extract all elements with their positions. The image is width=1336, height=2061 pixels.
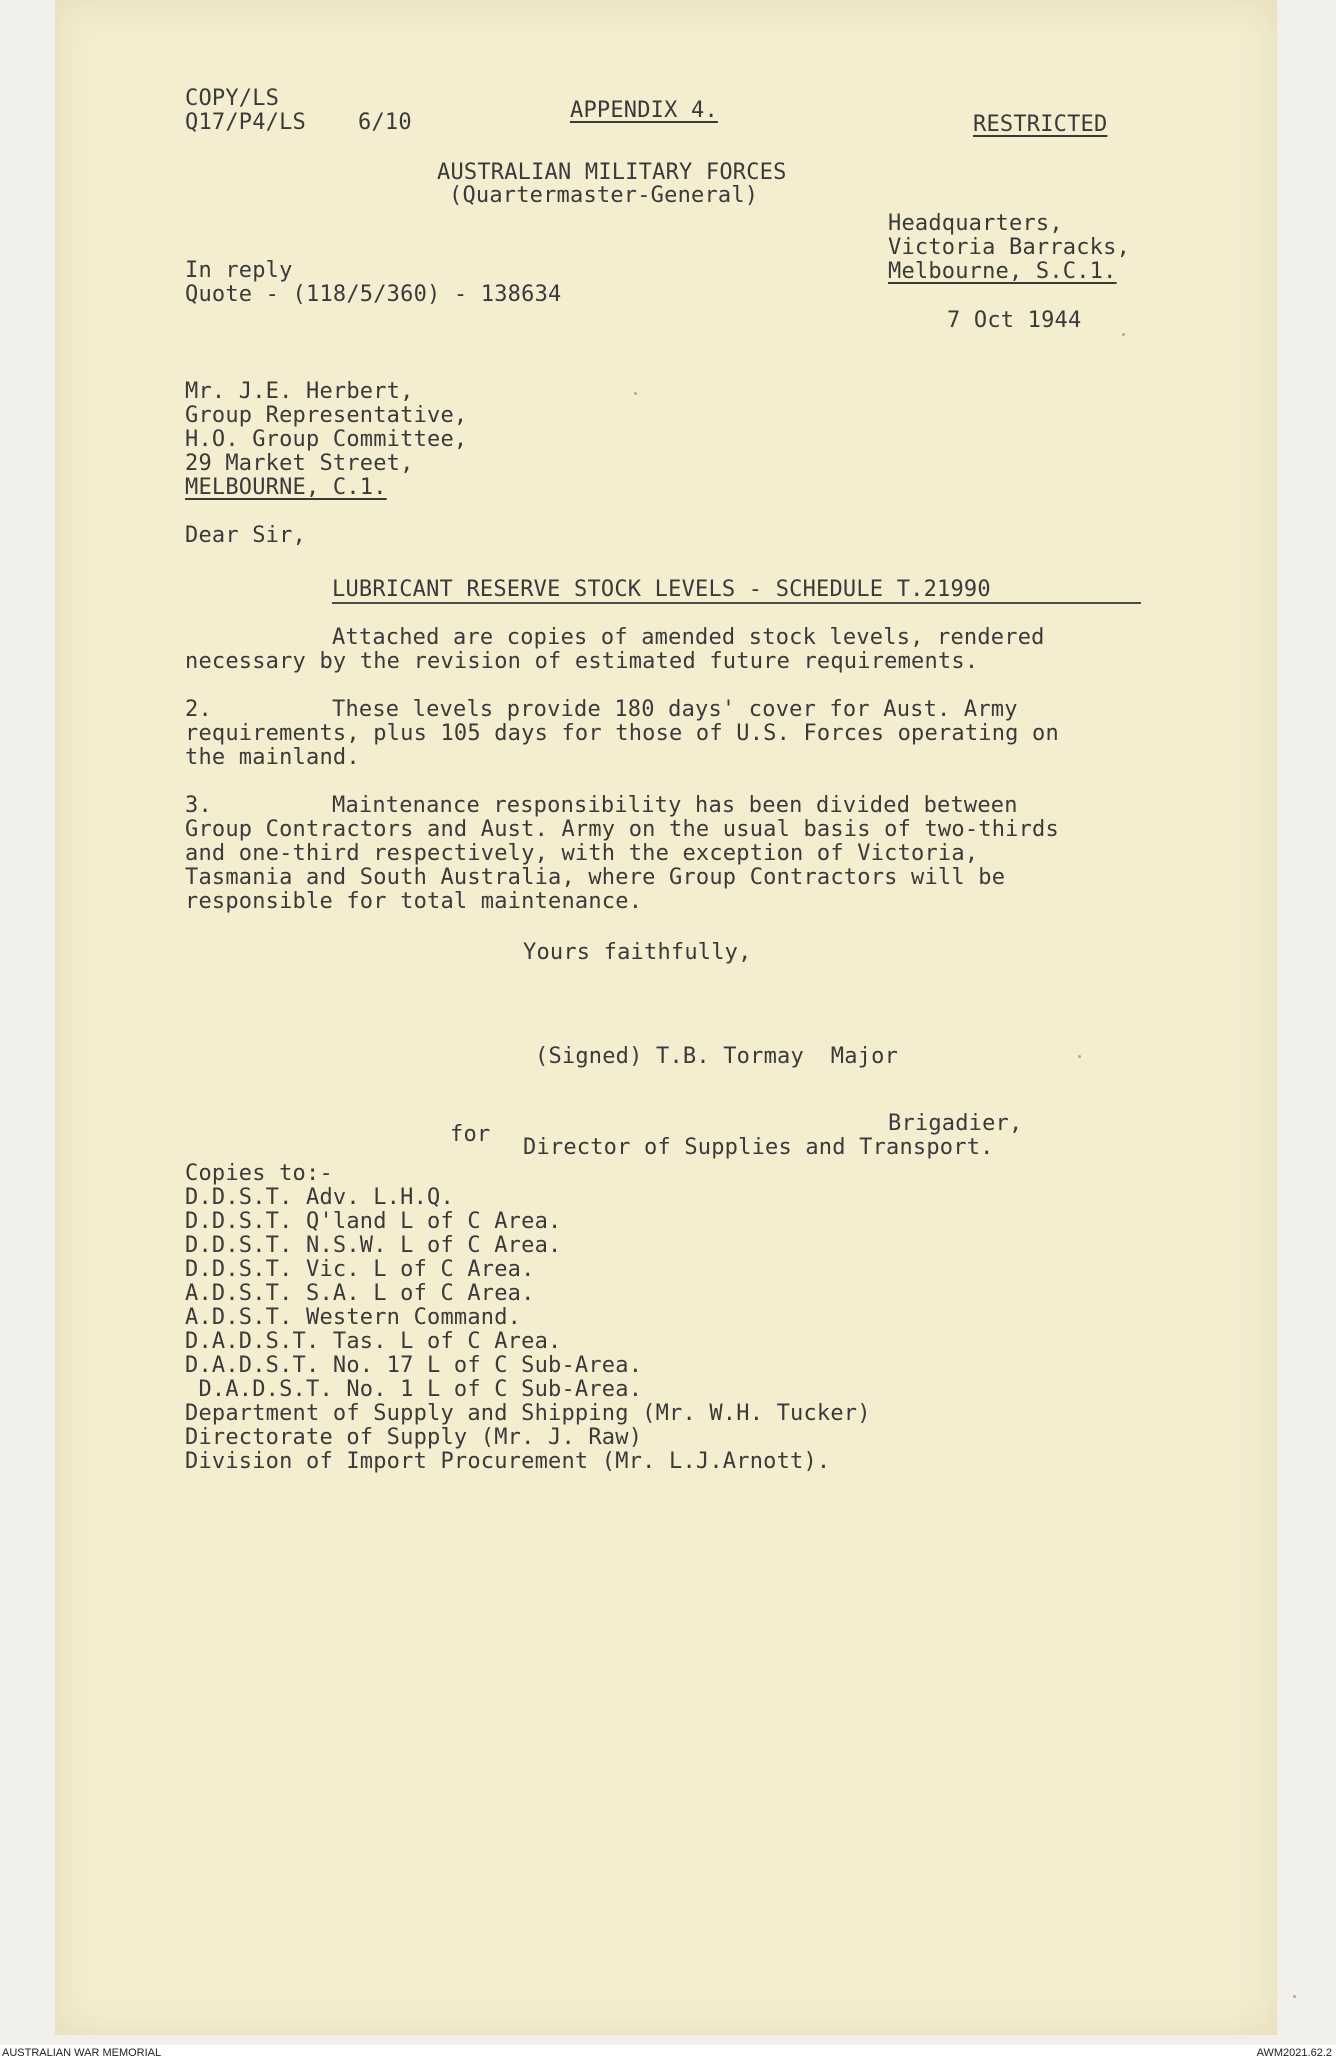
recipient-line: 29 Market Street,: [185, 451, 414, 476]
address-line-1: Headquarters,: [888, 211, 1063, 236]
page-number: 6/10: [358, 110, 412, 135]
address-line-2: Victoria Barracks,: [888, 235, 1131, 260]
para2-line: requirements, plus 105 days for those of U.S. Forces operating on: [185, 721, 1059, 746]
copies-item: Directorate of Supply (Mr. J. Raw): [185, 1425, 643, 1450]
para3-line: responsible for total maintenance.: [185, 889, 643, 914]
file-reference: Q17/P4/LS: [185, 110, 307, 135]
recipient-line: Mr. J.E. Herbert,: [185, 379, 414, 404]
copies-item: A.D.S.T. S.A. L of C Area.: [185, 1281, 535, 1306]
org-name: AUSTRALIAN MILITARY FORCES: [437, 160, 787, 185]
para3-line: Tasmania and South Australia, where Group Contractors will be: [185, 865, 1006, 890]
copies-item: D.A.D.S.T. No. 1 L of C Sub-Area.: [185, 1377, 643, 1402]
closing: Yours faithfully,: [523, 940, 752, 965]
copies-item: D.D.S.T. Q'land L of C Area.: [185, 1209, 562, 1234]
para2-line: the mainland.: [185, 745, 360, 770]
para1-line: necessary by the revision of estimated future requirements.: [185, 649, 979, 674]
reply-label: In reply: [185, 258, 293, 283]
address-line-3: Melbourne, S.C.1.: [888, 259, 1117, 284]
paper-speck: [634, 392, 637, 395]
signatory-rank: Brigadier,: [888, 1111, 1023, 1136]
para3-number: 3.: [185, 793, 212, 818]
para2-number: 2.: [185, 697, 212, 722]
paper-speck: [1122, 333, 1125, 336]
recipient-line: H.O. Group Committee,: [185, 427, 468, 452]
subject-heading: LUBRICANT RESERVE STOCK LEVELS - SCHEDULE T.21990: [332, 577, 991, 602]
copies-item: D.D.S.T. N.S.W. L of C Area.: [185, 1233, 562, 1258]
copies-item: D.D.S.T. Vic. L of C Area.: [185, 1257, 535, 1282]
reply-quote: Quote - (118/5/360) - 138634: [185, 282, 562, 307]
paper-speck: [1078, 1055, 1081, 1058]
org-branch: (Quartermaster-General): [449, 183, 759, 208]
recipient-city: MELBOURNE, C.1.: [185, 475, 387, 500]
classification-label: RESTRICTED: [973, 112, 1108, 137]
signatory-title: Director of Supplies and Transport.: [523, 1135, 994, 1160]
copies-item: Department of Supply and Shipping (Mr. W.H. Tucker): [185, 1401, 871, 1426]
para3-line: Group Contractors and Aust. Army on the usual basis of two-thirds: [185, 817, 1059, 842]
copy-reference: COPY/LS: [185, 86, 280, 111]
signature-line: (Signed) T.B. Tormay Major: [535, 1044, 899, 1069]
copies-item: Division of Import Procurement (Mr. L.J.Arnott).: [185, 1449, 831, 1474]
subject-underline: [332, 602, 1141, 604]
copies-heading: Copies to:-: [185, 1161, 333, 1186]
copies-item: D.A.D.S.T. No. 17 L of C Sub-Area.: [185, 1353, 643, 1378]
para2-line: These levels provide 180 days' cover for Aust. Army: [332, 697, 1018, 722]
letter-date: 7 Oct 1944: [947, 308, 1082, 333]
footer-left: AUSTRALIAN WAR MEMORIAL: [2, 2047, 162, 2059]
paper-speck: [1293, 1995, 1296, 1998]
copies-item: A.D.S.T. Western Command.: [185, 1305, 522, 1330]
para1-line: Attached are copies of amended stock levels, rendered: [332, 625, 1045, 650]
para3-line: and one-third respectively, with the exception of Victoria,: [185, 841, 979, 866]
appendix-label: APPENDIX 4.: [570, 98, 718, 123]
salutation: Dear Sir,: [185, 523, 307, 548]
signatory-for: for: [450, 1122, 491, 1147]
footer-right: AWM2021.62.2: [1256, 2047, 1332, 2059]
recipient-line: Group Representative,: [185, 403, 468, 428]
para3-line: Maintenance responsibility has been divided between: [332, 793, 1018, 818]
copies-item: D.D.S.T. Adv. L.H.Q.: [185, 1185, 454, 1210]
copies-item: D.A.D.S.T. Tas. L of C Area.: [185, 1329, 562, 1354]
